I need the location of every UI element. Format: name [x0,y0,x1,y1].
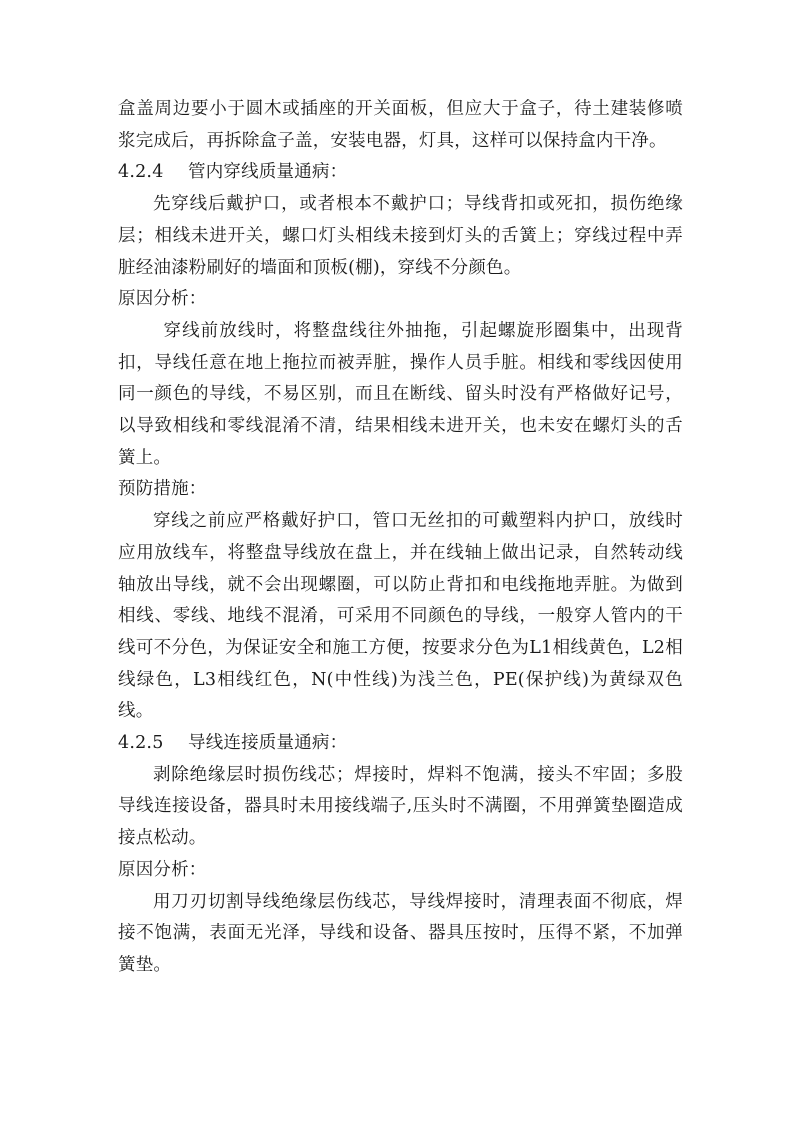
section-title: 导线连接质量通病： [188,733,348,754]
section-number: 4.2.5 [118,733,164,754]
document-page [118,94,683,982]
paragraph-cause-analysis: 穿线前放线时，将整盘线往外抽拖，引起螺旋形圈集中，出现背扣，导线任意在地上拖拉而被弄脏，操作人员手脏。相线和零线因使用同一颜色的导线，不易区别，而且在断线、留头时没有严格做好记号，以导致相线和零线混淆不清，结果相线未进开关，也未安在螺灯头的舌簧上。 [118,320,683,468]
paragraph-threading-defects: 先穿线后戴护口，或者根本不戴护口；导线背扣或死扣，损伤绝缘层；相线未进开关，螺口灯头相线未接到灯头的舌簧上；穿线过程中弄脏经油漆粉刷好的墙面和顶板(棚)，穿线不分颜色。 [118,194,683,278]
section-heading-4-2-5 [118,728,683,760]
prevention-label: 预防措施： [118,479,207,500]
paragraph-connection-defects: 剥除绝缘层时损伤线芯；焊接时，焊料不饱满，接头不牢固；多股导线连接设备，器具时未用接线端子,压头时不满圈，不用弹簧垫圈造成接点松动。 [118,764,683,849]
section-heading-4-2-4 [118,157,683,189]
paragraph-box-cover: 盒盖周边要小于圆木或插座的开关面板，但应大于盒子，待土建装修喷浆完成后，再拆除盒子盖，安装电器，灯具，这样可以保持盒内干净。 [118,99,683,151]
section-number: 4.2.4 [118,162,164,183]
paragraph-prevention: 穿线之前应严格戴好护口，管口无丝扣的可戴塑料内护口，放线时应用放线车，将整盘导线放在盘上，并在线轴上做出记录，自然转动线轴放出导线，就不会出现螺圈，可以防止背扣和电线拖地弄脏。为做到相线、零线、地线不混淆，可采用不同颜色的导线，一般穿人管内的干线可不分色，为保证安全和施工方便，按要求分色为L1相线黄色，L2相线绿色，L3相线红色，N(中性线)为浅兰色，PE(保护线)为黄绿双色线。 [118,511,683,722]
cause-analysis-label: 原因分析： [118,289,207,310]
cause-analysis-label-2: 原因分析： [118,859,207,880]
section-title: 管内穿线质量通病： [188,162,348,183]
paragraph-cause-analysis-2: 用刀刃切割导线绝缘层伤线芯，导线焊接时，清理表面不彻底，焊接不饱满，表面无光泽，导线和设备、器具压按时，压得不紧，不加弹簧垫。 [118,891,683,975]
